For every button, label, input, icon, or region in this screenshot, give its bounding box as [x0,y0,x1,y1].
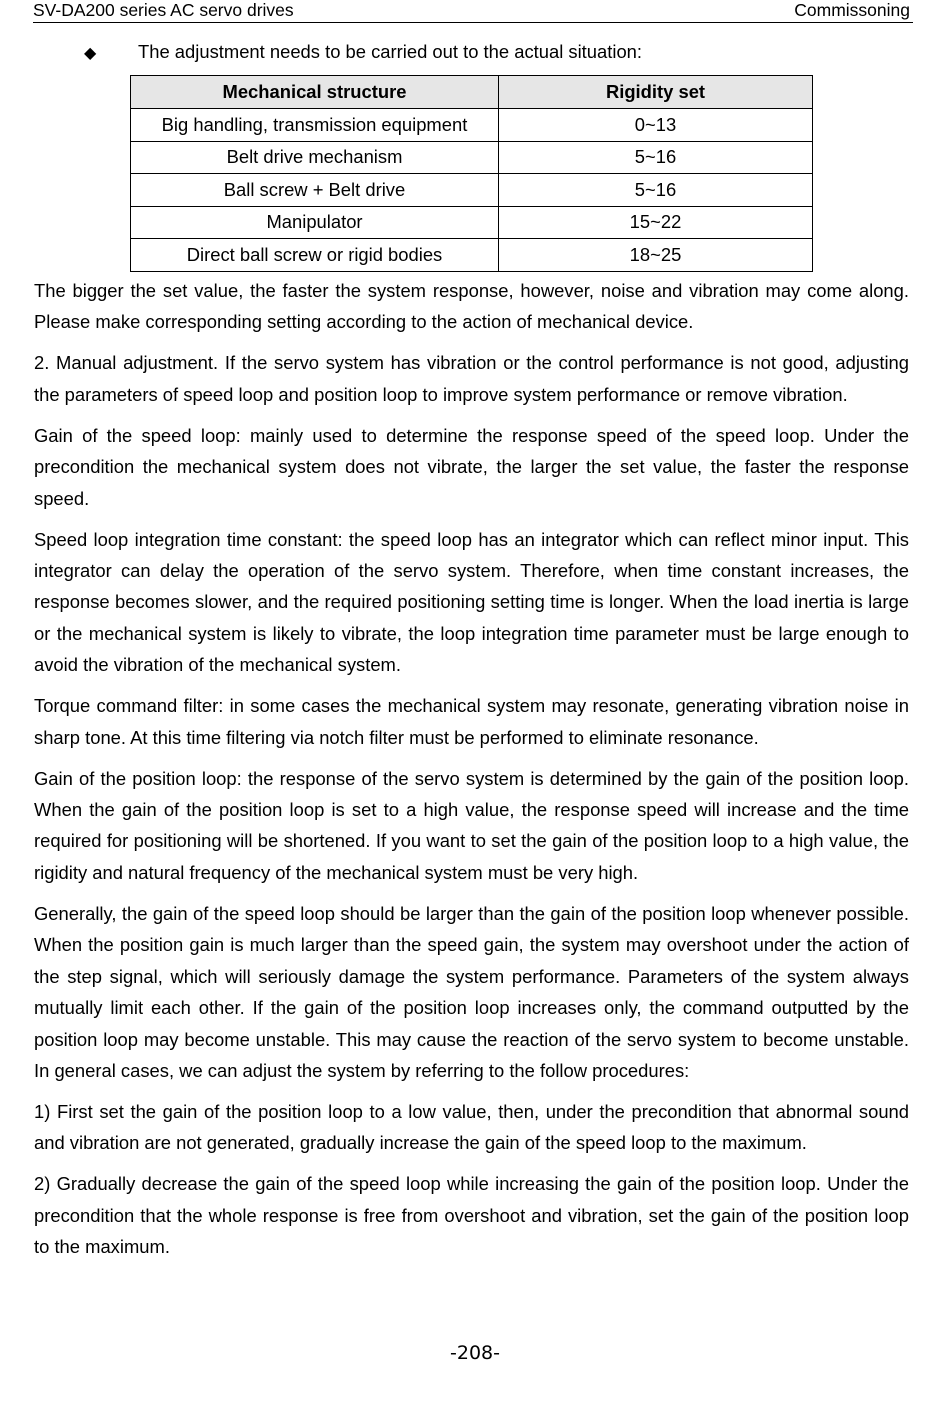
table-cell-rigidity: 5~16 [499,141,813,174]
table-row [131,206,813,239]
paragraph: Gain of the speed loop: mainly used to determine the response speed of the speed loop. Under the precondition the mechanical system does not vibrate, the larger the set value, the faster the response speed. [34,424,909,509]
table-cell-rigidity: 5~16 [499,174,813,207]
page-header [33,0,913,23]
bullet-item [84,40,642,66]
rigidity-table [130,75,813,272]
paragraph: Torque command filter: in some cases the mechanical system may resonate, generating vibration noise in sharp tone. At this time filtering via notch filter must be performed to eliminate resonance. [34,695,909,748]
paragraph: 2) Gradually decrease the gain of the speed loop while increasing the gain of the position loop. Under the precondition that the whole response is free from overshoot and vibration, set the gain of the position loop to the maximum. [34,1173,909,1258]
header-section: Commissoning [794,0,910,20]
table-cell-structure: Ball screw + Belt drive [131,174,499,207]
table-cell-structure: Big handling, transmission equipment [131,109,499,142]
table-row [131,239,813,272]
paragraph: The bigger the set value, the faster the system response, however, noise and vibration may come along. Please make corresponding setting according to the action of mechanical device. [34,280,909,333]
diamond-bullet-icon: ◆ [84,45,97,62]
table-cell-structure: Direct ball screw or rigid bodies [131,239,499,272]
table-cell-rigidity: 18~25 [499,239,813,272]
table-cell-rigidity: 15~22 [499,206,813,239]
paragraph: Generally, the gain of the speed loop should be larger than the gain of the position loop whenever possible. When the position gain is much larger than the speed gain, the system may overshoot under the action of the step signal, which will seriously damage the system performance. Parameters of the system always mutually limit each other. If the gain of the position loop increases only, the command outputted by the position loop may become unstable. This may cause the reaction of the servo system to become unstable. In general cases, we can adjust the system by referring to the follow procedures: [34,902,909,1081]
column-header-structure: Mechanical structure [131,76,499,109]
paragraph: 2. Manual adjustment. If the servo system has vibration or the control performance is not good, adjusting the parameters of speed loop and position loop to improve system performance or remove vibration. [34,352,909,405]
header-title: SV-DA200 series AC servo drives [33,0,294,20]
table-row [131,141,813,174]
table-header-row [131,76,813,109]
page-number: -208- [450,1342,500,1364]
column-header-rigidity: Rigidity set [499,76,813,109]
table-row [131,109,813,142]
paragraph: Speed loop integration time constant: the speed loop has an integrator which can reflect minor input. This integrator can delay the operation of the servo system. Therefore, when time constant increases, the response becomes slower, and the required positioning setting time is longer. When the load inertia is large or the mechanical system is likely to vibrate, the loop integration time parameter must be large enough to avoid the vibration of the mechanical system. [34,528,909,676]
table-cell-rigidity: 0~13 [499,109,813,142]
bullet-text: The adjustment needs to be carried out to the actual situation: [138,41,643,62]
paragraph: Gain of the position loop: the response of the servo system is determined by the gain of the position loop. When the gain of the position loop is set to a high value, the response speed will increase and the time required for positioning will be shortened. If you want to set the gain of the position loop to a high value, the rigidity and natural frequency of the mechanical system must be very high. [34,767,909,883]
table-row [131,174,813,207]
table-cell-structure: Manipulator [131,206,499,239]
table-cell-structure: Belt drive mechanism [131,141,499,174]
paragraph: 1) First set the gain of the position loop to a low value, then, under the precondition that abnormal sound and vibration are not generated, gradually increase the gain of the speed loop to the maximum. [34,1100,909,1154]
body-text [34,275,909,1272]
